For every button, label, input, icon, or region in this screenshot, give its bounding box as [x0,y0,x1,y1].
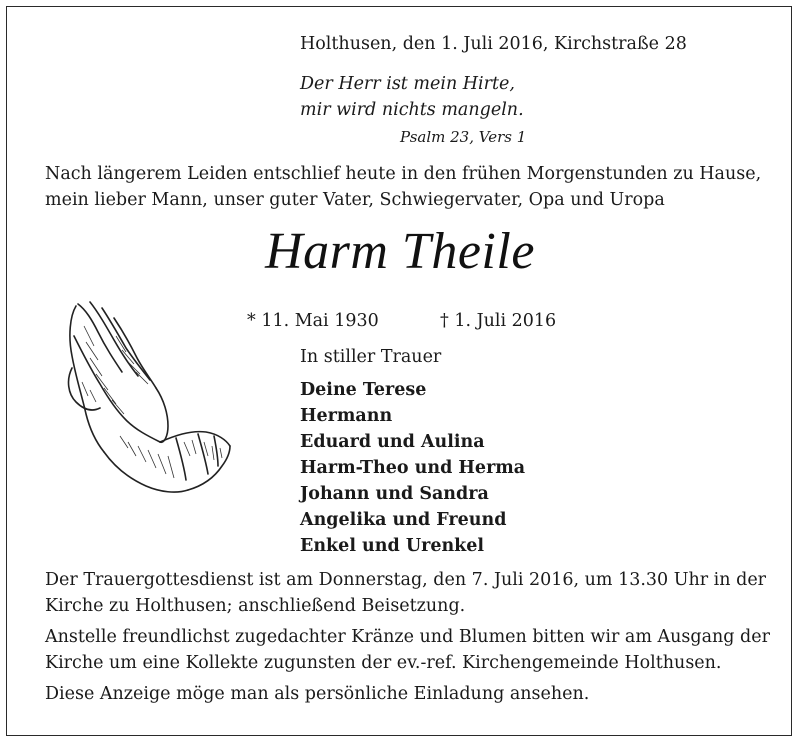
mourner-1: Deine Terese [300,380,427,400]
mourner-4: Harm-Theo und Herma [300,458,526,478]
death-date: † 1. Juli 2016 [440,311,557,331]
closing-note: Diese Anzeige möge man als persönliche Einladung ansehen. [45,684,590,704]
praying-hands-icon [56,296,236,506]
mourner-3: Eduard und Aulina [300,432,485,452]
intro-line-1: Nach längerem Leiden entschlief heute in den frühen Morgenstunden zu Hause, [45,164,762,184]
mourner-2: Hermann [300,406,393,426]
mourner-5: Johann und Sandra [300,484,489,504]
mourner-6: Angelika und Freund [300,510,507,530]
mourning-heading: In stiller Trauer [300,347,442,367]
intro-line-2: mein lieber Mann, unser guter Vater, Schwiegervater, Opa und Uropa [45,190,665,210]
birth-date: * 11. Mai 1930 [247,311,379,331]
donation-line-1: Anstelle freundlichst zugedachter Kränze und Blumen bitten wir am Ausgang der [45,627,770,647]
donation-line-2: Kirche um eine Kollekte zugunsten der ev.-ref. Kirchengemeinde Holthusen. [45,653,722,673]
place-date: Holthusen, den 1. Juli 2016, Kirchstraße 28 [300,34,687,54]
verse-line-1: Der Herr ist mein Hirte, [300,74,515,94]
verse-line-2: mir wird nichts mangeln. [300,100,524,120]
deceased-name: Harm Theile [265,223,535,280]
service-line-2: Kirche zu Holthusen; anschließend Beisetzung. [45,596,466,616]
service-line-1: Der Trauergottesdienst ist am Donnerstag, den 7. Juli 2016, um 13.30 Uhr in der [45,570,767,590]
verse-source: Psalm 23, Vers 1 [400,128,527,146]
mourner-7: Enkel und Urenkel [300,536,485,556]
